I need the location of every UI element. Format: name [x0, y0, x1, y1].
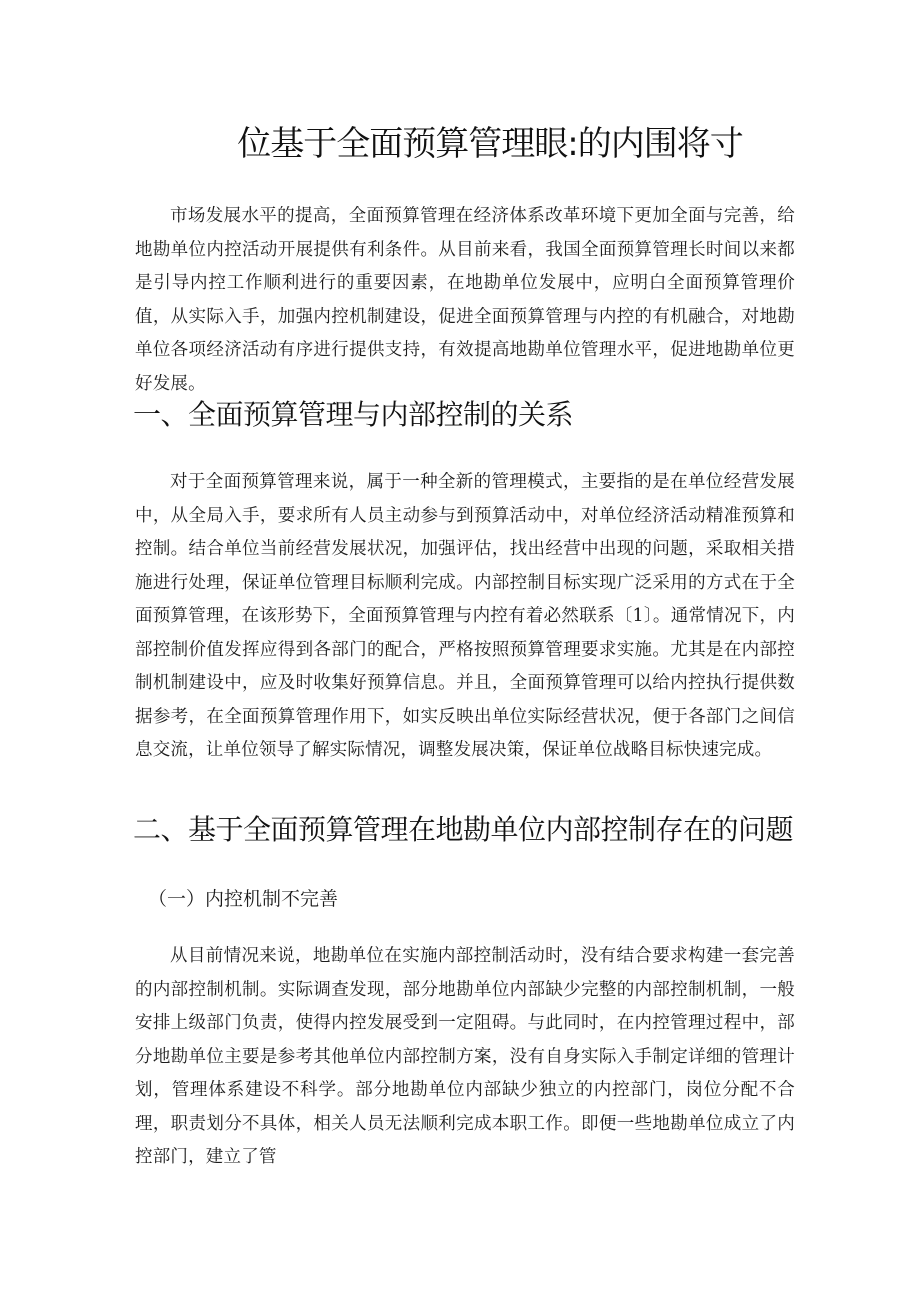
intro-paragraph: 市场发展水平的提高，全面预算管理在经济体系改革环境下更加全面与完善，给地勘单位内控活动开展提供有利条件。从目前来看，我国全面预算管理长时间以来都是引导内控工作顺利进行的重要因素，在地勘单位发展中，应明白全面预算管理价值，从实际入手，加强内控机制建设，促进全面预算管理与内控的有机融合，对地勘单位各项经济活动有序进行提供支持，有效提高地勘单位管理水平，促进地勘单位更好发展。: [135, 206, 795, 394]
section-1-paragraph: 对于全面预算管理来说，属于一种全新的管理模式，主要指的是在单位经营发展中，从全局入手，要求所有人员主动参与到预算活动中，对单位经济活动精准预算和控制。结合单位当前经营发展状况，加强评估，找出经营中出现的问题，采取相关措施进行处理，保证单位管理目标顺利完成。内部控制目标实现广泛采用的方式在于全面预算管理，在该形势下，全面预算管理与内控有着必然联系〔1〕。通常情况下，内部控制价值发挥应得到各部门的配合，严格按照预算管理要求实施。尤其是在内部控制机制建设中，应及时收集好预算信息。并且，全面预算管理可以给内控执行提供数据参考，在全面预算管理作用下，如实反映出单位实际经营状况，便于各部门之间信息交流，让单位领导了解实际情况，调整发展决策，保证单位战略目标快速完成。: [135, 472, 795, 760]
section-heading-problems: 二、基于全面预算管理在地勘单位内部控制存在的问题: [133, 813, 794, 846]
section-heading-relationship: 一、全面预算管理与内部控制的关系: [133, 398, 574, 431]
subsection-heading-internal-control-mechanism: （一）内控机制不完善: [148, 888, 339, 910]
document-title: 位基于全面预算管理眼:的内围将寸: [237, 124, 743, 164]
subsection-1-paragraph: 从目前情况来说，地勘单位在实施内部控制活动时，没有结合要求构建一套完善的内部控制机制。实际调查发现，部分地勘单位内部缺少完整的内部控制机制，一般安排上级部门负责，使得内控发展受到一定阻碍。与此同时，在内控管理过程中，部分地勘单位主要是参考其他单位内部控制方案，没有自身实际入手制定详细的管理计划，管理体系建设不科学。部分地勘单位内部缺少独立的内控部门，岗位分配不合理，职责划分不具体，相关人员无法顺利完成本职工作。即便一些地勘单位成立了内控部门，建立了管: [135, 946, 795, 1167]
